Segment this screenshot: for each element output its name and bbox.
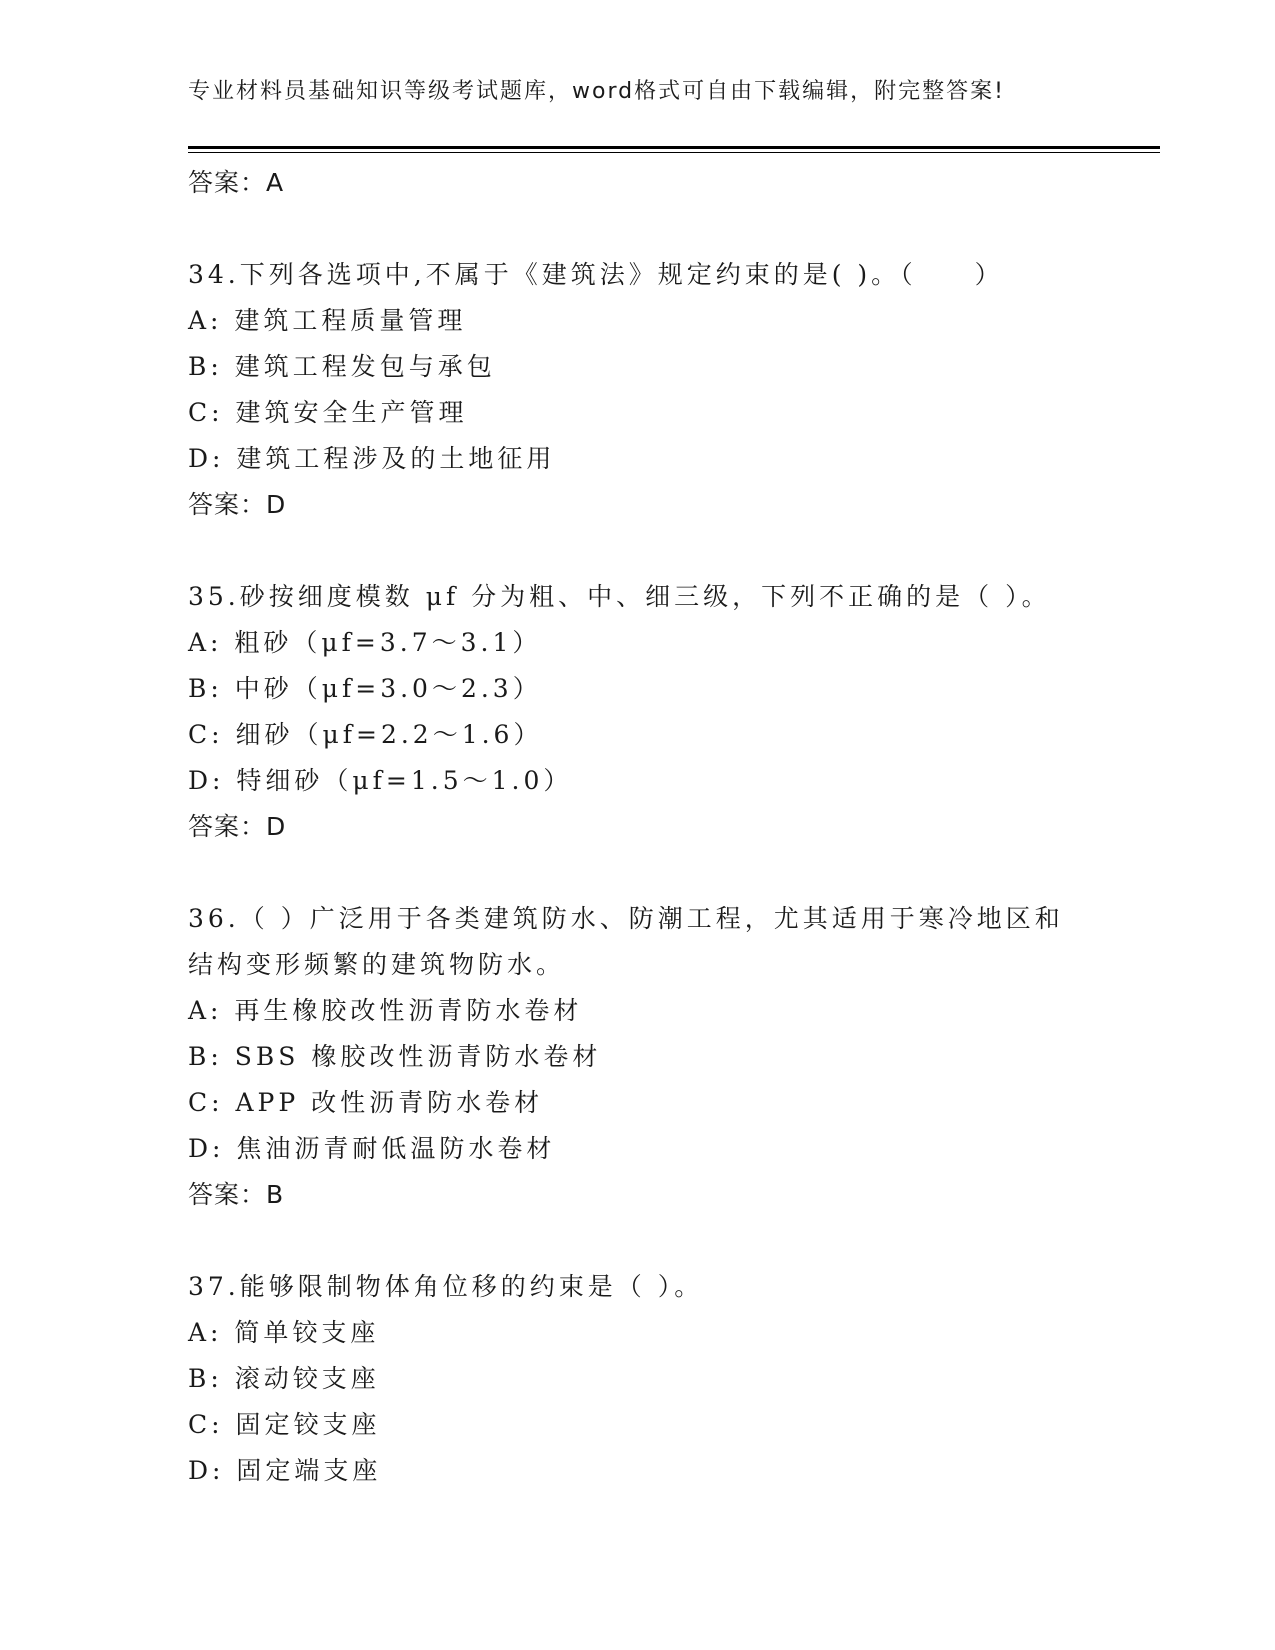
header-rule-thick [188,146,1160,149]
question-stem-line-1: 36.（ ）广泛用于各类建筑防水、防潮工程，尤其适用于寒冷地区和 [188,904,1064,933]
option-a: A: 再生橡胶改性沥青防水卷材 [188,996,583,1025]
option-b: B: 中砂（μf=3.0～2.3） [188,674,542,703]
answer: 答案：D [188,490,287,519]
option-c: C: 细砂（μf=2.2～1.6） [188,720,543,749]
question-stem: 34.下列各选项中,不属于《建筑法》规定约束的是( )。（ ） [188,260,1004,289]
document-body [188,160,1160,1494]
option-a: A: 简单铰支座 [188,1318,380,1347]
option-d: D: 特细砂（μf=1.5～1.0） [188,766,573,795]
question-stem: 35.砂按细度模数 μf 分为粗、中、细三级，下列不正确的是（ ）。 [188,582,1051,611]
option-a: A: 粗砂（μf=3.7～3.1） [188,628,542,657]
option-d: D: 建筑工程涉及的土地征用 [188,444,556,473]
answer: 答案：D [188,812,287,841]
page-header-text: 专业材料员基础知识等级考试题库，word格式可自由下载编辑，附完整答案! [188,79,1005,104]
question-stem-line-2: 结构变形频繁的建筑物防水。 [188,950,566,979]
question-35 [188,574,1160,850]
option-b: B: SBS 橡胶改性沥青防水卷材 [188,1042,602,1071]
question-34 [188,252,1160,528]
option-b: B: 滚动铰支座 [188,1364,380,1393]
option-b: B: 建筑工程发包与承包 [188,352,496,381]
option-c: C: 固定铰支座 [188,1410,381,1439]
prev-question-answer: 答案：A [188,168,285,197]
question-37 [188,1264,1160,1494]
question-36 [188,896,1160,1218]
option-d: D: 焦油沥青耐低温防水卷材 [188,1134,556,1163]
option-d: D: 固定端支座 [188,1456,382,1485]
option-a: A: 建筑工程质量管理 [188,306,467,335]
header-rule-thin [188,152,1160,153]
option-c: C: 建筑安全生产管理 [188,398,468,427]
answer: 答案：B [188,1180,285,1209]
option-c: C: APP 改性沥青防水卷材 [188,1088,544,1117]
question-stem: 37.能够限制物体角位移的约束是（ ）。 [188,1272,704,1301]
